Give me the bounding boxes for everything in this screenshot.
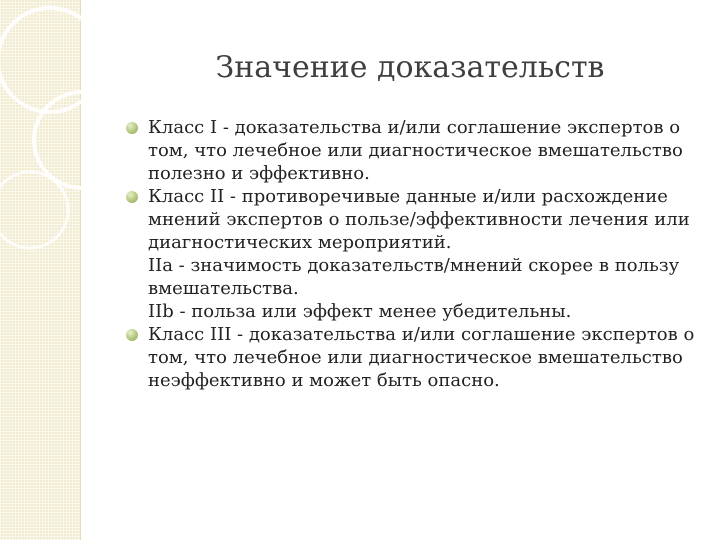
- slide-title: Значение доказательств: [215, 50, 605, 85]
- green-circle-bullet-icon: [126, 191, 138, 203]
- list-item-text: Класс II - противоречивые данные и/или расхождение мнений экспертов о пользе/эффективности лечения или диагностических мероприятий.: [148, 186, 690, 253]
- list-item-text: IIa - значимость доказательств/мнений скорее в пользу вмешательства.: [148, 255, 680, 299]
- list-item-class-1: [126, 116, 696, 185]
- content-list: [126, 116, 696, 392]
- list-item-class-2a: [126, 254, 696, 300]
- list-item-text: IIb - польза или эффект менее убедительны.: [148, 301, 572, 322]
- list-item-text: Класс I - доказательства и/или соглашение экспертов о том, что лечебное или диагностическое вмешательство полезно и эффективно.: [148, 117, 683, 184]
- green-circle-bullet-icon: [126, 122, 138, 134]
- list-item-text: Класс III - доказательства и/или соглашение экспертов о том, что лечебное или диагностическое вмешательство неэффективно и может быть опасно.: [148, 324, 695, 391]
- list-item-class-3: [126, 323, 696, 392]
- green-circle-bullet-icon: [126, 329, 138, 341]
- circle-ornament-icon: [0, 0, 120, 260]
- list-item-class-2: [126, 185, 696, 254]
- list-item-class-2b: [126, 300, 696, 323]
